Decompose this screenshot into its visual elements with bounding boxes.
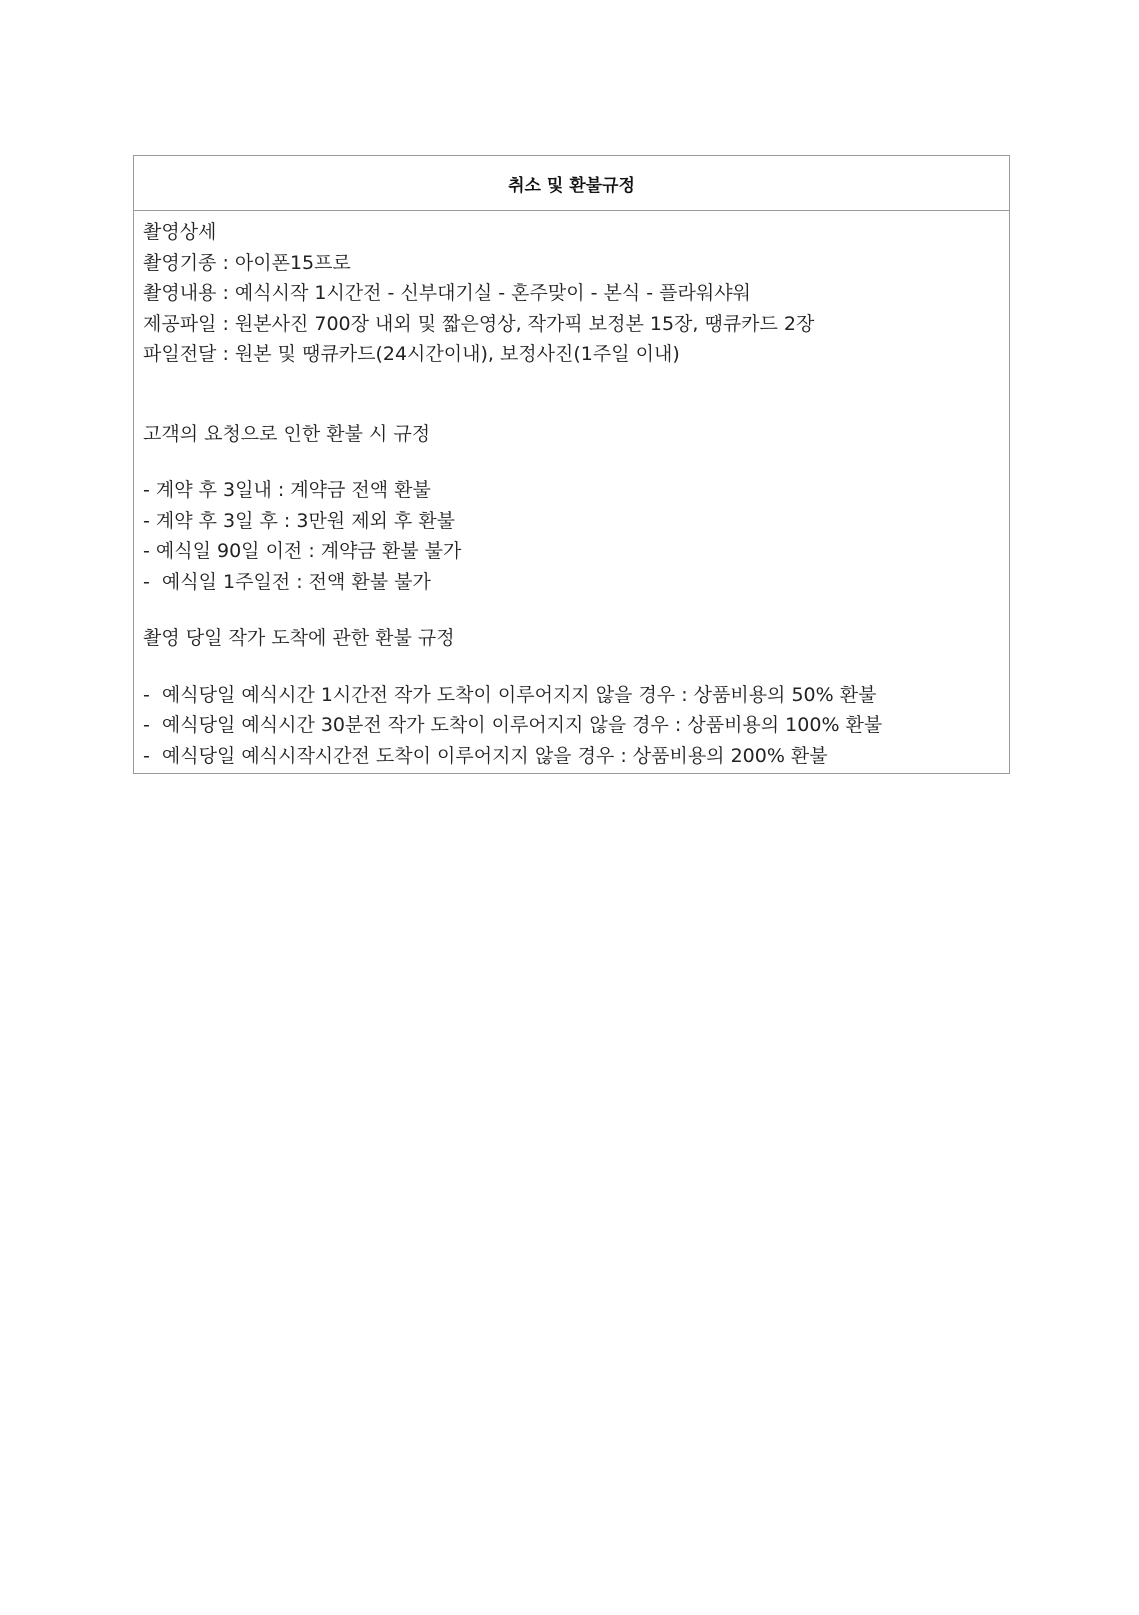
- spacer: [143, 370, 1000, 419]
- arrival-refund-item: - 예식당일 예식시간 1시간전 작가 도착이 이루어지지 않을 경우 : 상품비용의 50% 환불: [143, 683, 877, 706]
- shooting-detail-delivery: 파일전달 : 원본 및 땡큐카드(24시간이내), 보정사진(1주일 이내): [143, 343, 680, 365]
- customer-refund-heading: 고객의 요청으로 인한 환불 시 규정: [143, 422, 431, 445]
- customer-refund-item: - 예식일 1주일전 : 전액 환불 불가: [143, 570, 431, 593]
- spacer: [143, 654, 1000, 680]
- table-title: 취소 및 환불규정: [134, 156, 1009, 211]
- arrival-refund-item: - 예식당일 예식시작시간전 도착이 이루어지지 않을 경우 : 상품비용의 200% 환불: [143, 744, 828, 767]
- arrival-refund-item: - 예식당일 예식시간 30분전 작가 도착이 이루어지지 않을 경우 : 상품비용의 100% 환불: [143, 714, 883, 736]
- customer-refund-item: - 예식일 90일 이전 : 계약금 환불 불가: [143, 540, 462, 562]
- shooting-detail-content: 촬영내용 : 예식시작 1시간전 - 신부대기실 - 혼주맞이 - 본식 - 플라워샤워: [143, 282, 751, 304]
- spacer: [143, 449, 1000, 475]
- customer-refund-item: - 계약 후 3일 후 : 3만원 제외 후 환불: [143, 509, 456, 532]
- table-body: [134, 211, 1009, 773]
- customer-refund-section: [143, 419, 1000, 598]
- shooting-detail-device: 촬영기종 : 아이폰15프로: [143, 251, 351, 274]
- customer-refund-item: - 계약 후 3일내 : 계약금 전액 환불: [143, 479, 431, 501]
- shooting-details-section: [143, 217, 1000, 370]
- arrival-refund-section: [143, 623, 1000, 771]
- spacer: [143, 597, 1000, 623]
- refund-policy-table: [133, 155, 1010, 774]
- shooting-details-heading: 촬영상세: [143, 221, 217, 243]
- arrival-refund-heading: 촬영 당일 작가 도착에 관한 환불 규정: [143, 627, 455, 649]
- shooting-detail-files: 제공파일 : 원본사진 700장 내외 및 짧은영상, 작가픽 보정본 15장, 땡큐카드 2장: [143, 312, 815, 335]
